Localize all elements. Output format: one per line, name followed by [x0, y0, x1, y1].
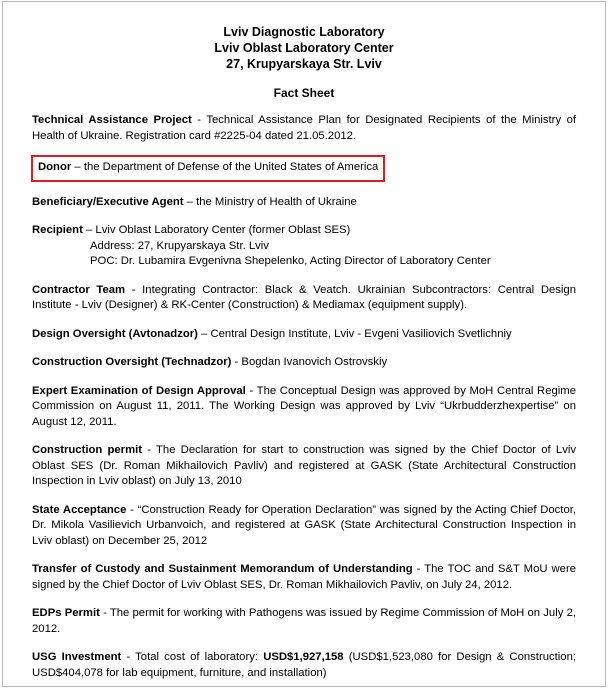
entry-construction-oversight [31, 355, 577, 371]
header-line-2: Lviv Oblast Laboratory Center [214, 41, 394, 55]
entry-label: Contractor Team [32, 283, 126, 296]
entry-text: – the Ministry of Health of Ukraine [183, 195, 357, 208]
entry-state-acceptance [31, 503, 577, 550]
entry-amount: USD$1,927,158 [263, 651, 344, 663]
entry-beneficiary-executive-agent [31, 195, 577, 211]
document-page [2, 1, 606, 687]
entry-contractor-team [31, 283, 577, 314]
entry-edps-permit [31, 606, 577, 637]
entry-usg-investment [31, 650, 577, 681]
entry-technical-assistance-project [31, 113, 577, 144]
entry-text: – Central Design Institute, Lviv - Evgeni Vasiliovich Svetlichniy [197, 327, 512, 340]
entry-label: Recipient [32, 224, 83, 236]
entry-label: Construction Oversight (Technadzor) [32, 356, 232, 368]
document-subtitle: Fact Sheet [273, 86, 335, 100]
entry-text: - The permit for working with Pathogens was issued by Regime Commission of MoH on July 2, 2012. [32, 607, 576, 635]
entry-text: - The Declaration for start to construction was signed by the Chief Doctor of Lviv Oblast SES (Dr. Roman Mikhailovich Pavliv) and registered at GASK (State Architectural Construction Inspection in Lviv oblast) on July 13, 2010 [32, 444, 576, 487]
entry-text: - “Construction Ready for Operation Declaration” was signed by the Acting Chief Doctor, Dr. Mikola Vasilievich Urbanvoich, and registered at GASK (State Architectural Construction Inspection in Lviv oblast) on December 25, 2012 [32, 503, 577, 547]
entry-label: Beneficiary/Executive Agent [32, 195, 184, 208]
entry-expert-examination [31, 384, 577, 431]
entry-recipient [31, 223, 577, 270]
entry-text: - Bogdan Ivanovich Ostrovskiy [231, 356, 388, 368]
entry-construction-permit [31, 443, 577, 490]
entry-text: - The Conceptual Design was approved by MoH Central Regime Commission on August 11, 2011. The Working Design was approved by Lviv “Ukrbudderzhexpertise” on August 12, 2011. [32, 384, 576, 428]
document-body [3, 2, 605, 687]
entry-label: State Acceptance [32, 503, 127, 516]
entry-text: – the Department of Defense of the United States of America [71, 161, 379, 173]
entry-text: - Total cost of laboratory: [121, 651, 264, 663]
entry-text: - Technical Assistance Plan for Designated Recipients of the Ministry of Health of Ukraine. Registration card #2225-04 dated 21.05.2012. [32, 114, 576, 142]
entry-recipient-poc: POC: Dr. Lubamira Evgenivna Shepelenko, Acting Director of Laboratory Center [90, 255, 491, 267]
entry-label: Donor [38, 161, 72, 173]
entry-recipient-address: Address: 27, Krupyarskaya Str. Lviv [90, 239, 269, 252]
entry-label: Design Oversight (Avtonadzor) [32, 327, 198, 340]
document-header [31, 24, 577, 72]
entry-label: Construction permit [32, 444, 143, 456]
header-line-3: 27, Krupyarskaya Str. Lviv [226, 57, 382, 71]
entry-label: Technical Assistance Project [32, 114, 192, 126]
entry-label: EDPs Permit [32, 607, 100, 619]
header-line-1: Lviv Diagnostic Laboratory [223, 25, 385, 39]
entry-transfer-of-custody [31, 562, 577, 593]
entry-text: - The TOC and S&T MoU were signed by the Chief Doctor of Lviv Oblast SES, Dr. Roman Mikhailovich Pavliv, on July 24, 2012. [32, 563, 577, 591]
entry-text: – Lviv Oblast Laboratory Center (former Oblast SES) [82, 224, 351, 236]
entry-label: Transfer of Custody and Sustainment Memorandum of Understanding [32, 563, 413, 575]
entry-donor-wrapper [31, 144, 577, 182]
entry-label: Expert Examination of Design Approval [32, 384, 246, 397]
entry-donor [31, 155, 385, 182]
entry-design-oversight [31, 327, 577, 343]
entry-text: - Integrating Contractor: Black & Veatch. Ukrainian Subcontractors: Central Design Institute - Lviv (Designer) & RK-Center (Construction) & Mediamax (equipment supply). [32, 283, 576, 311]
entry-text-after: (USD$1,523,080 for Design & Construction; USD$404,078 for lab equipment, furniture, and installation) [32, 651, 576, 679]
entry-label: USG Investment [32, 651, 122, 663]
